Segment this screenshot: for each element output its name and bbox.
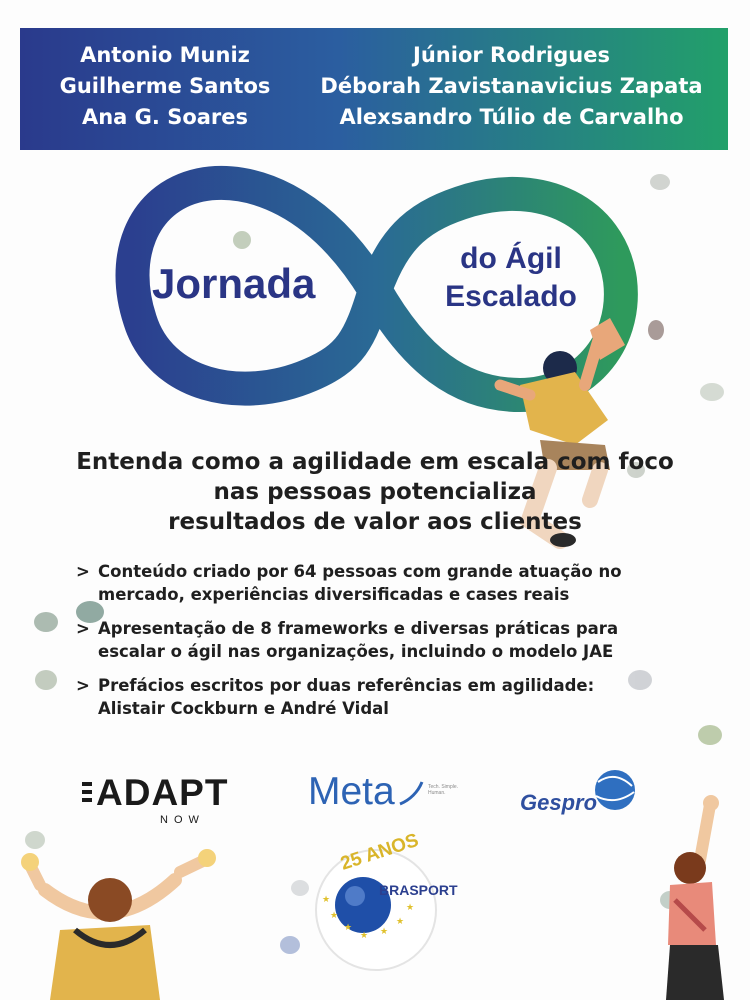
feature-text: mercado, experiências diversificadas e cases reais bbox=[98, 585, 570, 604]
feature-text: escalar o ágil nas organizações, incluindo o modelo JAE bbox=[98, 642, 614, 661]
gespro-logo-text: Gespro bbox=[520, 790, 598, 815]
title-escalado: Escalado bbox=[445, 280, 577, 313]
headline-line: nas pessoas potencializa bbox=[213, 479, 537, 505]
author-name: Júnior Rodrigues bbox=[413, 43, 610, 67]
svg-text:★: ★ bbox=[380, 927, 389, 937]
feature-text: Conteúdo criado por 64 pessoas com grande atuação no bbox=[98, 562, 622, 581]
author-name: Alexsandro Túlio de Carvalho bbox=[339, 105, 684, 129]
adapt-logo-subtext: NOW bbox=[160, 814, 205, 826]
adapt-logo-text: ADAPT bbox=[96, 772, 229, 813]
anniversary-text: 25 ANOS bbox=[338, 829, 422, 875]
author-name: Guilherme Santos bbox=[59, 74, 271, 98]
svg-text:★: ★ bbox=[344, 923, 353, 933]
chevron-right-icon: > bbox=[76, 676, 90, 695]
title-do-agil: do Ágil bbox=[460, 242, 562, 275]
svg-text:★: ★ bbox=[406, 903, 415, 913]
headline-line: Entenda como a agilidade em escala com foco bbox=[76, 449, 674, 475]
title-jornada: Jornada bbox=[152, 260, 316, 307]
author-name: Antonio Muniz bbox=[80, 43, 250, 67]
headline-line: resultados de valor aos clientes bbox=[168, 509, 582, 535]
svg-text:★: ★ bbox=[322, 895, 331, 905]
brasport-logo-text: BRASPORT bbox=[379, 882, 458, 898]
svg-text:★: ★ bbox=[396, 917, 405, 927]
feature-text: Alistair Cockburn e André Vidal bbox=[98, 699, 389, 718]
chevron-right-icon: > bbox=[76, 562, 90, 581]
svg-text:★: ★ bbox=[330, 911, 339, 921]
author-name: Déborah Zavistanavicius Zapata bbox=[320, 74, 703, 98]
chevron-right-icon: > bbox=[76, 619, 90, 638]
meta-tagline: Tech. Simple. Human. bbox=[428, 784, 459, 796]
svg-text:★: ★ bbox=[360, 931, 369, 941]
feature-text: Apresentação de 8 frameworks e diversas práticas para bbox=[98, 619, 619, 638]
feature-text: Prefácios escritos por duas referências em agilidade: bbox=[98, 676, 595, 695]
author-name: Ana G. Soares bbox=[81, 105, 249, 129]
meta-logo-text: Meta bbox=[308, 770, 395, 813]
